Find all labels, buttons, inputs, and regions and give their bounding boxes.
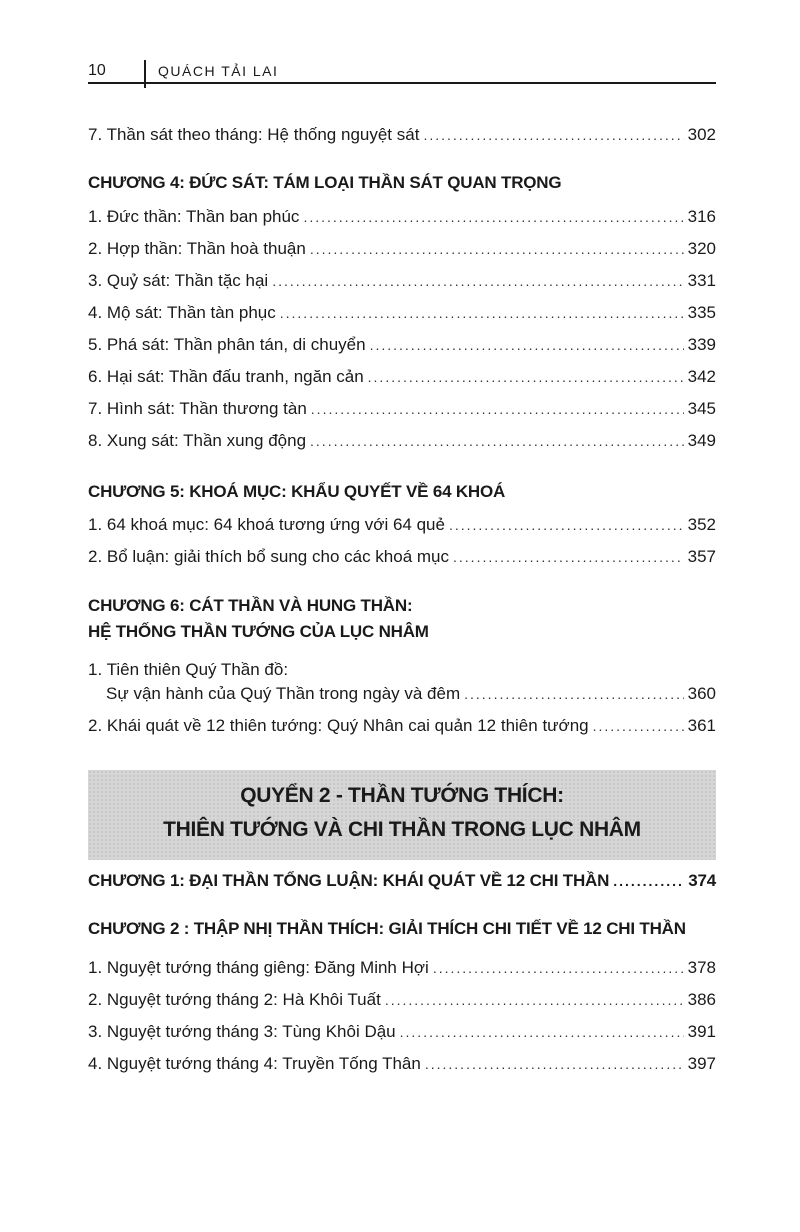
toc-entry[interactable] [88,366,716,388]
toc-entry[interactable] [88,514,716,536]
toc-entry-title: 7. Hình sát: Thần thương tàn [88,399,307,418]
toc-entry-title: Sự vận hành của Quý Thần trong ngày và đêm [106,684,461,703]
toc-entry-page: 339 [687,335,716,354]
toc-entry-title: 4. Mộ sát: Thần tàn phục [88,303,276,322]
toc-entry-page: 320 [687,239,716,258]
toc-entry-title: 3. Nguyệt tướng tháng 3: Tùng Khôi Dậu [88,1022,396,1041]
toc-entry[interactable] [88,715,716,737]
toc-entry-title: 5. Phá sát: Thần phân tán, di chuyển [88,335,366,354]
toc-entry[interactable] [88,989,716,1011]
leader-dots [310,238,684,260]
leader-dots [433,957,684,979]
page-number: 10 [88,62,106,79]
book-part-subtitle: THIÊN TƯỚNG VÀ CHI THẦN TRONG LỤC NHÂM [163,818,641,841]
running-header [88,58,716,86]
chapter-heading: CHƯƠNG 2 : THẬP NHỊ THẦN THÍCH: GIẢI THÍCH CHI TIẾT VỀ 12 CHI THẦN [88,919,686,938]
toc-entry-page: 397 [687,1054,716,1073]
chapter-heading: CHƯƠNG 5: KHOÁ MỤC: KHẨU QUYẾT VỀ 64 KHOÁ [88,482,506,501]
chapter-heading: CHƯƠNG 6: CÁT THẦN VÀ HUNG THẦN: [88,596,413,615]
toc-entry[interactable] [88,124,716,146]
toc-entry[interactable] [88,206,716,228]
toc-entry-title: 8. Xung sát: Thần xung động [88,431,307,450]
leader-dots [272,270,683,292]
toc-entry-page: 331 [687,271,716,290]
toc-entry[interactable] [88,1053,716,1075]
toc-entry-title: 6. Hại sát: Thần đấu tranh, ngăn cản [88,367,364,386]
book-part-banner [88,770,716,860]
toc-entry[interactable] [88,302,716,324]
leader-dots [400,1021,684,1043]
toc-entry-title: 7. Thần sát theo tháng: Hệ thống nguyệt sát [88,125,420,144]
chapter-heading-continued: HỆ THỐNG THẦN TƯỚNG CỦA LỤC NHÂM [88,622,429,641]
header-rule [88,82,716,84]
toc-entry-title-line1[interactable] [88,659,716,681]
toc-entry-page: 302 [687,125,716,144]
toc-entry[interactable] [88,546,716,568]
toc-entry[interactable] [88,270,716,292]
toc-entry-page: 357 [687,547,716,566]
toc-entry-page: 342 [687,367,716,386]
toc-entry[interactable] [88,398,716,420]
leader-dots [423,124,683,146]
toc-entry-page: 378 [687,958,716,977]
leader-dots [311,398,684,420]
leader-dots [464,683,684,705]
toc-entry-page: 374 [688,871,716,890]
toc-entry[interactable] [106,683,716,705]
leader-dots [593,715,684,737]
toc-entry-title: 2. Nguyệt tướng tháng 2: Hà Khôi Tuất [88,990,381,1009]
toc-entry-title: 2. Hợp thần: Thần hoà thuận [88,239,306,258]
toc-entry-page: 386 [687,990,716,1009]
header-separator [144,60,146,88]
toc-entry-page: 335 [687,303,716,322]
leader-dots [425,1053,684,1075]
toc-entry[interactable] [88,334,716,356]
toc-entry-title: 2. Khái quát về 12 thiên tướng: Quý Nhân cai quản 12 thiên tướng [88,716,589,735]
leader-dots [613,869,684,893]
toc-entry-title: 1. Đức thần: Thần ban phúc [88,207,300,226]
toc-entry-title: 1. 64 khoá mục: 64 khoá tương ứng với 64 quẻ [88,515,445,534]
toc-entry-title: 1. Nguyệt tướng tháng giêng: Đăng Minh Hợi [88,958,429,977]
toc-entry-page: 316 [687,207,716,226]
book-part-title: QUYỂN 2 - THẦN TƯỚNG THÍCH: [240,784,564,807]
toc-entry-title: 3. Quỷ sát: Thần tặc hại [88,271,269,290]
leader-dots [449,514,684,536]
author-name: QUÁCH TẢI LAI [158,63,279,79]
chapter-heading: CHƯƠNG 1: ĐẠI THẦN TỔNG LUẬN: KHÁI QUÁT VỀ 12 CHI THẦN [88,871,610,890]
toc-entry-title: 2. Bổ luận: giải thích bổ sung cho các khoá mục [88,547,450,566]
toc-entry-page: 345 [687,399,716,418]
toc-entry[interactable] [88,430,716,452]
toc-entry-page: 361 [687,716,716,735]
leader-dots [453,546,684,568]
toc-entry-page: 349 [687,431,716,450]
toc-entry[interactable] [88,1021,716,1043]
leader-dots [385,989,684,1011]
toc-entry-page: 391 [687,1022,716,1041]
toc-entry-title: 4. Nguyệt tướng tháng 4: Truyền Tống Thân [88,1054,421,1073]
leader-dots [310,430,684,452]
leader-dots [303,206,683,228]
chapter-heading: CHƯƠNG 4: ĐỨC SÁT: TÁM LOẠI THẦN SÁT QUAN TRỌNG [88,173,562,192]
leader-dots [370,334,684,356]
toc-entry-page: 352 [687,515,716,534]
leader-dots [368,366,684,388]
toc-entry-title: 1. Tiên thiên Quý Thần đồ: [88,660,289,679]
chapter-heading-entry[interactable] [88,869,716,893]
toc-entry[interactable] [88,957,716,979]
toc-entry-page: 360 [687,684,716,703]
leader-dots [280,302,684,324]
toc-entry[interactable] [88,238,716,260]
